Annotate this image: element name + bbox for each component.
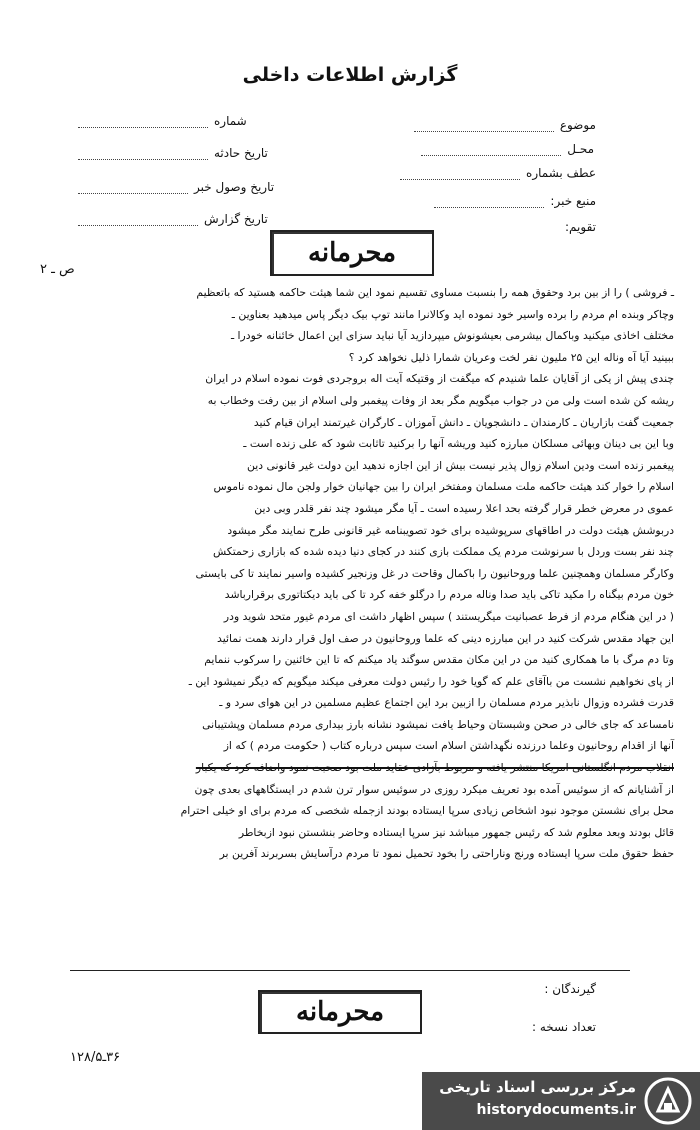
field-report-date — [78, 212, 268, 226]
body-line: قائل بودند وبعد معلوم شد که رئیس جمهور میباشد نیز سرپا ایستاده وحاضر بنشستن نبود ازبخاطر — [238, 825, 674, 839]
field-line — [434, 197, 544, 208]
report-title: گزارش اطلاعات داخلی — [242, 64, 458, 86]
field-label: تاریخ وصول خبر — [194, 180, 275, 194]
field-number — [78, 114, 247, 128]
report-body — [34, 282, 674, 865]
body-line: حفظ حقوق ملت سرپا ایستاده ورنج وناراحتی را بخود تحمیل نمود تا مردم درآسایش بسربرند آفرین بر — [219, 847, 674, 861]
field-label: شماره — [214, 114, 247, 128]
recipients-label: گیرندگان : — [544, 982, 596, 996]
body-line: خون مردم بیگناه را مکید تاکی باید صدا وناله مردم را درگلو خفه کرد تا کی باید دیکتاتوری برقرارباشد — [224, 588, 674, 602]
field-reference — [400, 166, 596, 180]
field-line — [78, 117, 208, 128]
body-line: مختلف اخاذی میکنید وباکمال بیشرمی بعیشونوش میپردازید آیا نباید سزای این اعمال خائنانه خودرا ـ — [230, 329, 674, 343]
body-line: ( در این هنگام مردم از فرط عصبانیت میگریستند ) سپس اظهار داشت ای مردم غیور متحد شوید ودر — [223, 609, 674, 623]
body-line: وچاکر وبنده ام مردم را برده واسیر خود نموده اید وکالانرا مانند توپ بیک دیگر پاس میدهید بعناوین ـ — [231, 307, 674, 321]
field-calendar — [565, 220, 596, 234]
body-line: محل برای نشستن موجود نبود اشخاص زیادی سرپا ایستاده بودند ازجمله شخصی که مردم برای او خیلی احترام — [180, 804, 674, 818]
field-label: موضوع — [559, 118, 596, 132]
field-label: عطف بشماره — [526, 166, 596, 180]
field-subject — [414, 118, 596, 132]
logo-title: مرکز بررسی اسناد تاریخی — [439, 1078, 636, 1096]
field-line — [414, 121, 554, 132]
field-received-date — [78, 180, 274, 194]
body-line: دربوشش هیئت دولت در اطاقهای سرپوشیده برای خود تصویبنامه غیر قانونی طرح نمایند مگر میشود — [227, 523, 674, 537]
footer-divider — [70, 970, 630, 971]
field-line — [78, 149, 208, 160]
field-line — [78, 183, 188, 194]
body-line: آنها از اقدام روحانیون وعلما درزنده نگهداشتن اسلام است سپس درباره کتاب ( حکومت مردم ) که از — [223, 739, 674, 753]
body-line: وبا این بی دینان وبهائی مسلکان مبارزه کنید وریشه آنها را برکنید تاثابت شود که علی زنده است ـ — [243, 437, 674, 451]
body-line: نامساعد که جای خالی در صحن وشبستان وحیاط یافت نمیشود نشانه بارز بیداری مردم مسلمان وپشتیبانی — [202, 717, 674, 731]
field-incident-date — [78, 146, 268, 160]
body-line: این جهاد مقدس شرکت کنید در این مبارزه دینی که علما وروحانیون در صف اول قرار دارند همت نمائید — [217, 631, 674, 645]
body-line: عموی در معرض خطر قرار گرفته بحد اعلا رسیده است ـ آیا مگر میشود چند نفر قلدر وبی دین — [254, 501, 674, 515]
archive-emblem-icon — [644, 1077, 692, 1125]
body-line: قدرت فشرده وزوال نابذیر مردم مسلمان را ازبین برد این اجتماع عظیم مسلمین در این هوای سرد و ـ — [219, 696, 674, 710]
body-line: ـ فروشی ) را از بین برد وحقوق همه را بنسبت مساوی تقسیم نمود این شما هیئت حاکمه هستید که باتعظیم — [196, 286, 674, 299]
field-source — [434, 194, 596, 208]
body-line: از آشنایانم که از سوئیس آمده بود تعریف میکرد روزی در سوئیس سوار ترن شدم در ایستگاههای بعدی چون — [194, 782, 674, 796]
body-line: چند نفر بست وردل با سرنوشت مردم یک مملکت بازی کنند در کجای دنیا دیده شده که بازاری زحمتکش — [213, 545, 674, 559]
body-line: ریشه کن شده است ولی من در جواب میگویم مگر بعد از وفات پیغمبر ولی اسلام از بین رفت وخطاب به — [207, 393, 674, 407]
field-line — [78, 215, 198, 226]
field-line — [400, 169, 520, 180]
body-line: وتا دم مرگ با ما همکاری کنید من در این مکان مقدس سوگند یاد میکنم که تا این خائنین را سرکوب ننمایم — [204, 653, 674, 667]
page-reference: ص ـ ۲ — [40, 262, 75, 277]
field-label: محـل — [567, 142, 594, 156]
body-line: وکارگر مسلمان وهمچنین علما وروحانیون را باکمال وقاحت در غل وزنجیر کشیده واسیر نمایند تا کی بایستی — [195, 566, 674, 580]
field-label: تاریخ حادثه — [214, 146, 268, 160]
body-line: چندی پیش از یکی از آقایان علما شنیدم که میگفت از وقتیکه آیت اله بروجردی فوت نموده اسلام در ایران — [205, 372, 674, 386]
body-line: ببینید آیا آه وناله این ۲۵ ملیون نفر لخت وعریان شمارا ذلیل نخواهد کرد ؟ — [348, 350, 674, 364]
document-number: ۳۶ـ۱۲۸/۵ — [70, 1050, 121, 1065]
body-line: پیغمبر زنده است ودین اسلام زوال پذیر نیست بیش از این اجازه ندهید این دولت غیر قانونی دین — [247, 458, 674, 472]
body-line: جمعیت گفت بازاریان ـ کارمندان ـ دانشجویان ـ دانش آموزان ـ کارگران غیرتمند ایران قیام کنید — [253, 415, 674, 429]
body-line: انقلاب مردم انگلستانی امریکا منتشر یافته و مربوط بآزادی عقاید ملت بود صحبت نمود واضافه کرد که یکبار — [195, 761, 674, 775]
field-line — [421, 145, 561, 156]
field-label: منبع خبر: — [550, 194, 596, 208]
logo-url: historydocuments.ir — [476, 1102, 636, 1118]
confidential-stamp-bottom: محرمانه — [258, 990, 422, 1034]
field-label: تاریخ گزارش — [204, 212, 268, 226]
copies-label: تعداد نسخه : — [531, 1020, 596, 1034]
body-line: اسلام را خوار کند هیئت حاکمه ملت مسلمان ومفتخر ایران را بین جهانیان خوار ولجن مال نموده ناموس — [213, 480, 674, 494]
field-place — [421, 142, 594, 156]
body-line: از پای نخواهیم نشست من باآقای علم که گویا خود را رئیس دولت معرفی میکند میگویم که دیگر نمیشود این ـ — [188, 674, 674, 688]
archive-logo — [422, 1072, 700, 1130]
field-label: تقویم: — [565, 220, 596, 234]
confidential-stamp-top: محرمانه — [270, 230, 434, 276]
